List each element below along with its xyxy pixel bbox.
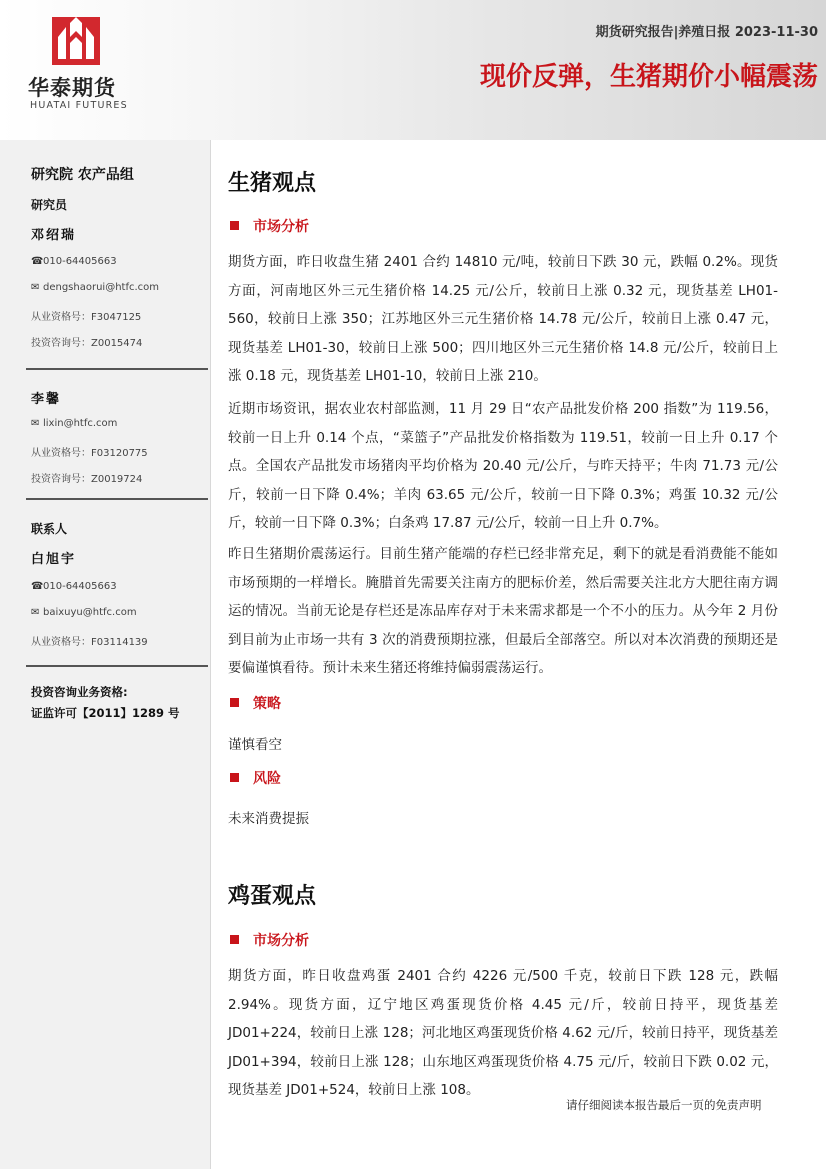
analyst-cert: 从业资格号：F03120775: [31, 448, 148, 459]
hog-analysis-paragraph: 昨日生猪期价震荡运行。目前生猪产能端的存栏已经非常充足，剩下的就是看消费能不能如市场预期的一样增长。腌腊首先需要关注南方的肥标价差，然后需要关注北方大肥往南方调运的情况。当前无论是存栏还是冻品库存对于未来需求都是一个不小的压力。从今年 2 月份到目前为止市场一共有 3 次的消费预期拉涨，但最后全部落空。所以对本次消费的预期还是要偏谨慎看待。预计未来生猪还将维持偏弱震荡运行。: [228, 546, 778, 677]
analyst-email[interactable]: ✉ dengshaorui@htfc.com: [31, 282, 160, 293]
egg-section-title: 鸡蛋观点: [228, 884, 317, 909]
analyst-cert: 从业资格号：F3047125: [31, 312, 142, 323]
analyst-name: 李馨: [31, 392, 62, 407]
mail-icon: ✉: [31, 607, 40, 618]
analyst-phone: ☎010-64405663: [31, 256, 117, 267]
phone-icon: ☎: [31, 256, 44, 267]
brand-name-en: HUATAI FUTURES: [30, 100, 128, 111]
hog-market-heading: 市场分析: [230, 216, 309, 236]
contact-name: 白旭宇: [31, 552, 77, 567]
contact-email[interactable]: ✉ baixuyu@htfc.com: [31, 607, 137, 618]
license-label: 投资咨询业务资格:: [31, 685, 128, 699]
egg-futures-paragraph: 期货方面，昨日收盘鸡蛋 2401 合约 4226 元/500 千克，较前日下跌 128 元，跌幅 2.94%。现货方面，辽宁地区鸡蛋现货价格 4.45 元/斤，较前日持平，现货基差 JD01+224，较前日上涨 128；河北地区鸡蛋现货价格 4.62 元/斤，较前日持平，现货基差 JD01+394，较前日上涨 128；山东地区鸡蛋现货价格 4.75 元/斤，较前日下跌 0.02 元，现货基差 JD01+524，较前日上涨 108。: [228, 968, 778, 1099]
disclaimer-note: 请仔细阅读本报告最后一页的免责声明: [566, 1098, 762, 1112]
hog-news-paragraph: 近期市场资讯，据农业农村部监测，11 月 29 日“农产品批发价格 200 指数”为 119.56，较前一日上升 0.14 个点，“菜篮子”产品批发价格指数为 119.51，较前一日上升 0.17 个点。全国农产品批发市场猪肉平均价格为 20.40 元/公斤，与昨天持平；牛肉 71.73 元/公斤，较前一日下降 0.4%；羊肉 63.65 元/公斤，较前一日下降 0.3%；鸡蛋 10.32 元/公斤，较前一日下降 0.3%；白条鸡 17.87 元/公斤，较前一日上升 0.7%。: [228, 401, 778, 532]
analyst-name: 邓绍瑞: [31, 228, 77, 243]
mail-icon: ✉: [31, 282, 40, 293]
square-bullet-icon: [230, 935, 239, 944]
analyst-email[interactable]: ✉ lixin@htfc.com: [31, 418, 118, 429]
egg-market-heading: 市场分析: [230, 930, 309, 950]
researcher-label: 研究员: [31, 198, 68, 212]
license-number: 证监许可【2011】1289 号: [31, 706, 180, 720]
analyst-advisory: 投资咨询号：Z0019724: [31, 474, 143, 485]
hog-futures-paragraph: 期货方面，昨日收盘生猪 2401 合约 14810 元/吨，较前日下跌 30 元，跌幅 0.2%。现货方面，河南地区外三元生猪价格 14.25 元/公斤，较前日上涨 0.32 元，现货基差 LH01-560，较前日上涨 350；江苏地区外三元生猪价格 14.78 元/公斤，较前日上涨 0.47 元，现货基差 LH01-30，较前日上涨 500；四川地区外三元生猪价格 14.8 元/公斤，较前日上涨 0.18 元，现货基差 LH01-10，较前日上涨 210。: [228, 254, 778, 385]
brand-name-cn: 华泰期货: [28, 76, 116, 100]
huatai-logo-icon: [52, 17, 100, 65]
report-title: 现价反弹，生猪期价小幅震荡: [479, 62, 818, 92]
hog-strategy-text: 谨慎看空: [228, 737, 282, 753]
contact-cert: 从业资格号：F03114139: [31, 637, 148, 648]
square-bullet-icon: [230, 698, 239, 707]
divider: [26, 498, 208, 500]
contact-label: 联系人: [31, 522, 68, 536]
analyst-advisory: 投资咨询号：Z0015474: [31, 338, 143, 349]
author-sidebar: [0, 140, 211, 1169]
hog-section-title: 生猪观点: [228, 171, 317, 196]
divider: [26, 665, 208, 667]
phone-icon: ☎: [31, 581, 44, 592]
hog-risk-heading: 风险: [230, 768, 281, 788]
square-bullet-icon: [230, 221, 239, 230]
divider: [26, 368, 208, 370]
hog-risk-text: 未来消费提振: [228, 811, 309, 827]
report-meta: 期货研究报告|养殖日报 2023-11-30: [595, 25, 818, 40]
hog-strategy-heading: 策略: [230, 693, 281, 713]
contact-phone: ☎010-64405663: [31, 581, 117, 592]
department: 研究院 农产品组: [31, 167, 134, 183]
mail-icon: ✉: [31, 418, 40, 429]
square-bullet-icon: [230, 773, 239, 782]
report-header: [0, 0, 826, 140]
